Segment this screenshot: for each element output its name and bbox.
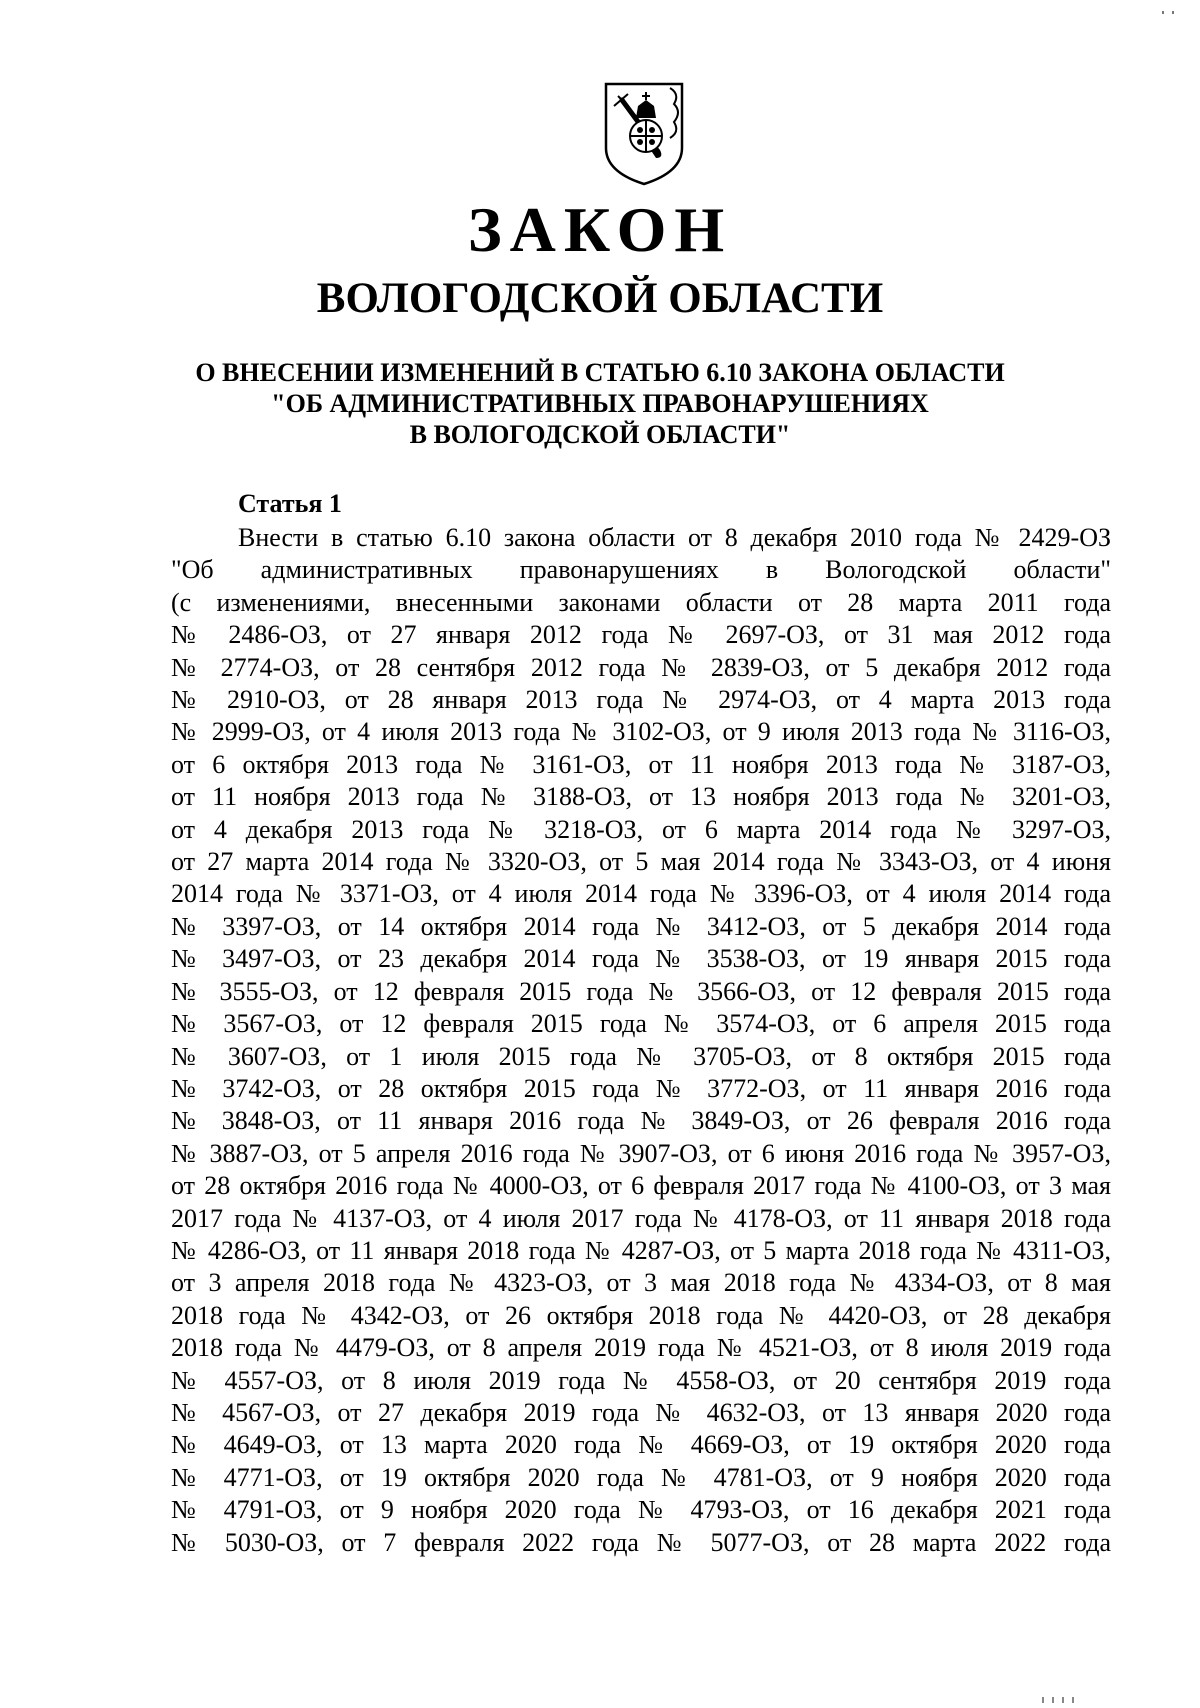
body-line: от 27 марта 2014 года № 3320-ОЗ, от 5 мая 2014 года № 3343-ОЗ, от 4 июня <box>171 847 1111 877</box>
body-line: 2017 года № 4137-ОЗ, от 4 июля 2017 года № 4178-ОЗ, от 11 января 2018 года <box>171 1203 1111 1233</box>
body-line: № 3887-ОЗ, от 5 апреля 2016 года № 3907-ОЗ, от 6 июня 2016 года № 3957-ОЗ, <box>171 1138 1111 1168</box>
body-line: № 2999-ОЗ, от 4 июля 2013 года № 3102-ОЗ, от 9 июля 2013 года № 3116-ОЗ, <box>171 717 1111 747</box>
body-line: № 2774-ОЗ, от 28 сентября 2012 года № 2839-ОЗ, от 5 декабря 2012 года <box>171 652 1111 682</box>
body-line: № 4791-ОЗ, от 9 ноября 2020 года № 4793-ОЗ, от 16 декабря 2021 года <box>171 1495 1111 1525</box>
body-line: № 3607-ОЗ, от 1 июля 2015 года № 3705-ОЗ, от 8 октября 2015 года <box>171 1041 1111 1071</box>
body-line: от 6 октября 2013 года № 3161-ОЗ, от 11 ноября 2013 года № 3187-ОЗ, <box>171 749 1111 779</box>
body-line: № 3742-ОЗ, от 28 октября 2015 года № 3772-ОЗ, от 11 января 2016 года <box>171 1073 1111 1103</box>
body-line: № 3848-ОЗ, от 11 января 2016 года № 3849-ОЗ, от 26 февраля 2016 года <box>171 1106 1111 1136</box>
region-name: ВОЛОГОДСКОЙ ОБЛАСТИ <box>316 275 884 322</box>
body-line: Внести в статью 6.10 закона области от 8 декабря 2010 года № 2429-ОЗ <box>238 523 1111 552</box>
body-line: № 3555-ОЗ, от 12 февраля 2015 года № 3566-ОЗ, от 12 февраля 2015 года <box>171 976 1111 1006</box>
body-line: № 4771-ОЗ, от 19 октября 2020 года № 4781-ОЗ, от 9 ноября 2020 года <box>171 1462 1111 1492</box>
body-line: № 4649-ОЗ, от 13 марта 2020 года № 4669-ОЗ, от 19 октября 2020 года <box>171 1430 1111 1460</box>
article-body <box>171 522 1111 1559</box>
body-line: "Об административных правонарушениях в Вологодской области" <box>171 555 1111 585</box>
body-line: № 4286-ОЗ, от 11 января 2018 года № 4287-ОЗ, от 5 марта 2018 года № 4311-ОЗ, <box>171 1235 1111 1265</box>
body-line: № 2910-ОЗ, от 28 января 2013 года № 2974-ОЗ, от 4 марта 2013 года <box>171 685 1111 715</box>
body-line: 2014 года № 3371-ОЗ, от 4 июля 2014 года № 3396-ОЗ, от 4 июля 2014 года <box>171 879 1111 909</box>
body-line: (с изменениями, внесенными законами области от 28 марта 2011 года <box>171 587 1111 617</box>
body-line: № 5030-ОЗ, от 7 февраля 2022 года № 5077-ОЗ, от 28 марта 2022 года <box>171 1527 1111 1557</box>
scan-mark-top <box>1160 2 1182 6</box>
body-line: 2018 года № 4342-ОЗ, от 26 октября 2018 года № 4420-ОЗ, от 28 декабря <box>171 1300 1111 1330</box>
subtitle-line: О ВНЕСЕНИИ ИЗМЕНЕНИЙ В СТАТЬЮ 6.10 ЗАКОНА ОБЛАСТИ <box>195 358 1005 387</box>
subtitle-line: "ОБ АДМИНИСТРАТИВНЫХ ПРАВОНАРУШЕНИЯХ <box>271 389 929 418</box>
article-heading: Статья 1 <box>238 489 342 518</box>
body-line: от 28 октября 2016 года № 4000-ОЗ, от 6 февраля 2017 года № 4100-ОЗ, от 3 мая <box>171 1171 1111 1201</box>
body-line: № 4567-ОЗ, от 27 декабря 2019 года № 4632-ОЗ, от 13 января 2020 года <box>171 1397 1111 1427</box>
body-line: № 4557-ОЗ, от 8 июля 2019 года № 4558-ОЗ, от 20 сентября 2019 года <box>171 1365 1111 1395</box>
law-subtitle <box>0 357 1200 450</box>
body-line: № 3397-ОЗ, от 14 октября 2014 года № 3412-ОЗ, от 5 декабря 2014 года <box>171 911 1111 941</box>
document-title: ЗАКОН <box>467 194 733 265</box>
body-line: № 3567-ОЗ, от 12 февраля 2015 года № 3574-ОЗ, от 6 апреля 2015 года <box>171 1009 1111 1039</box>
body-line: № 2486-ОЗ, от 27 января 2012 года № 2697-ОЗ, от 31 мая 2012 года <box>171 620 1111 650</box>
body-line: № 3497-ОЗ, от 23 декабря 2014 года № 3538-ОЗ, от 19 января 2015 года <box>171 944 1111 974</box>
body-line: от 4 декабря 2013 года № 3218-ОЗ, от 6 марта 2014 года № 3297-ОЗ, <box>171 814 1111 844</box>
subtitle-line: В ВОЛОГОДСКОЙ ОБЛАСТИ" <box>409 420 791 449</box>
vologda-oblast-coat-of-arms-icon <box>600 78 688 188</box>
scan-mark-bottom <box>1040 1690 1084 1697</box>
body-line: от 3 апреля 2018 года № 4323-ОЗ, от 3 мая 2018 года № 4334-ОЗ, от 8 мая <box>171 1268 1111 1298</box>
body-line: от 11 ноября 2013 года № 3188-ОЗ, от 13 ноября 2013 года № 3201-ОЗ, <box>171 782 1111 812</box>
body-line: 2018 года № 4479-ОЗ, от 8 апреля 2019 года № 4521-ОЗ, от 8 июля 2019 года <box>171 1333 1111 1363</box>
